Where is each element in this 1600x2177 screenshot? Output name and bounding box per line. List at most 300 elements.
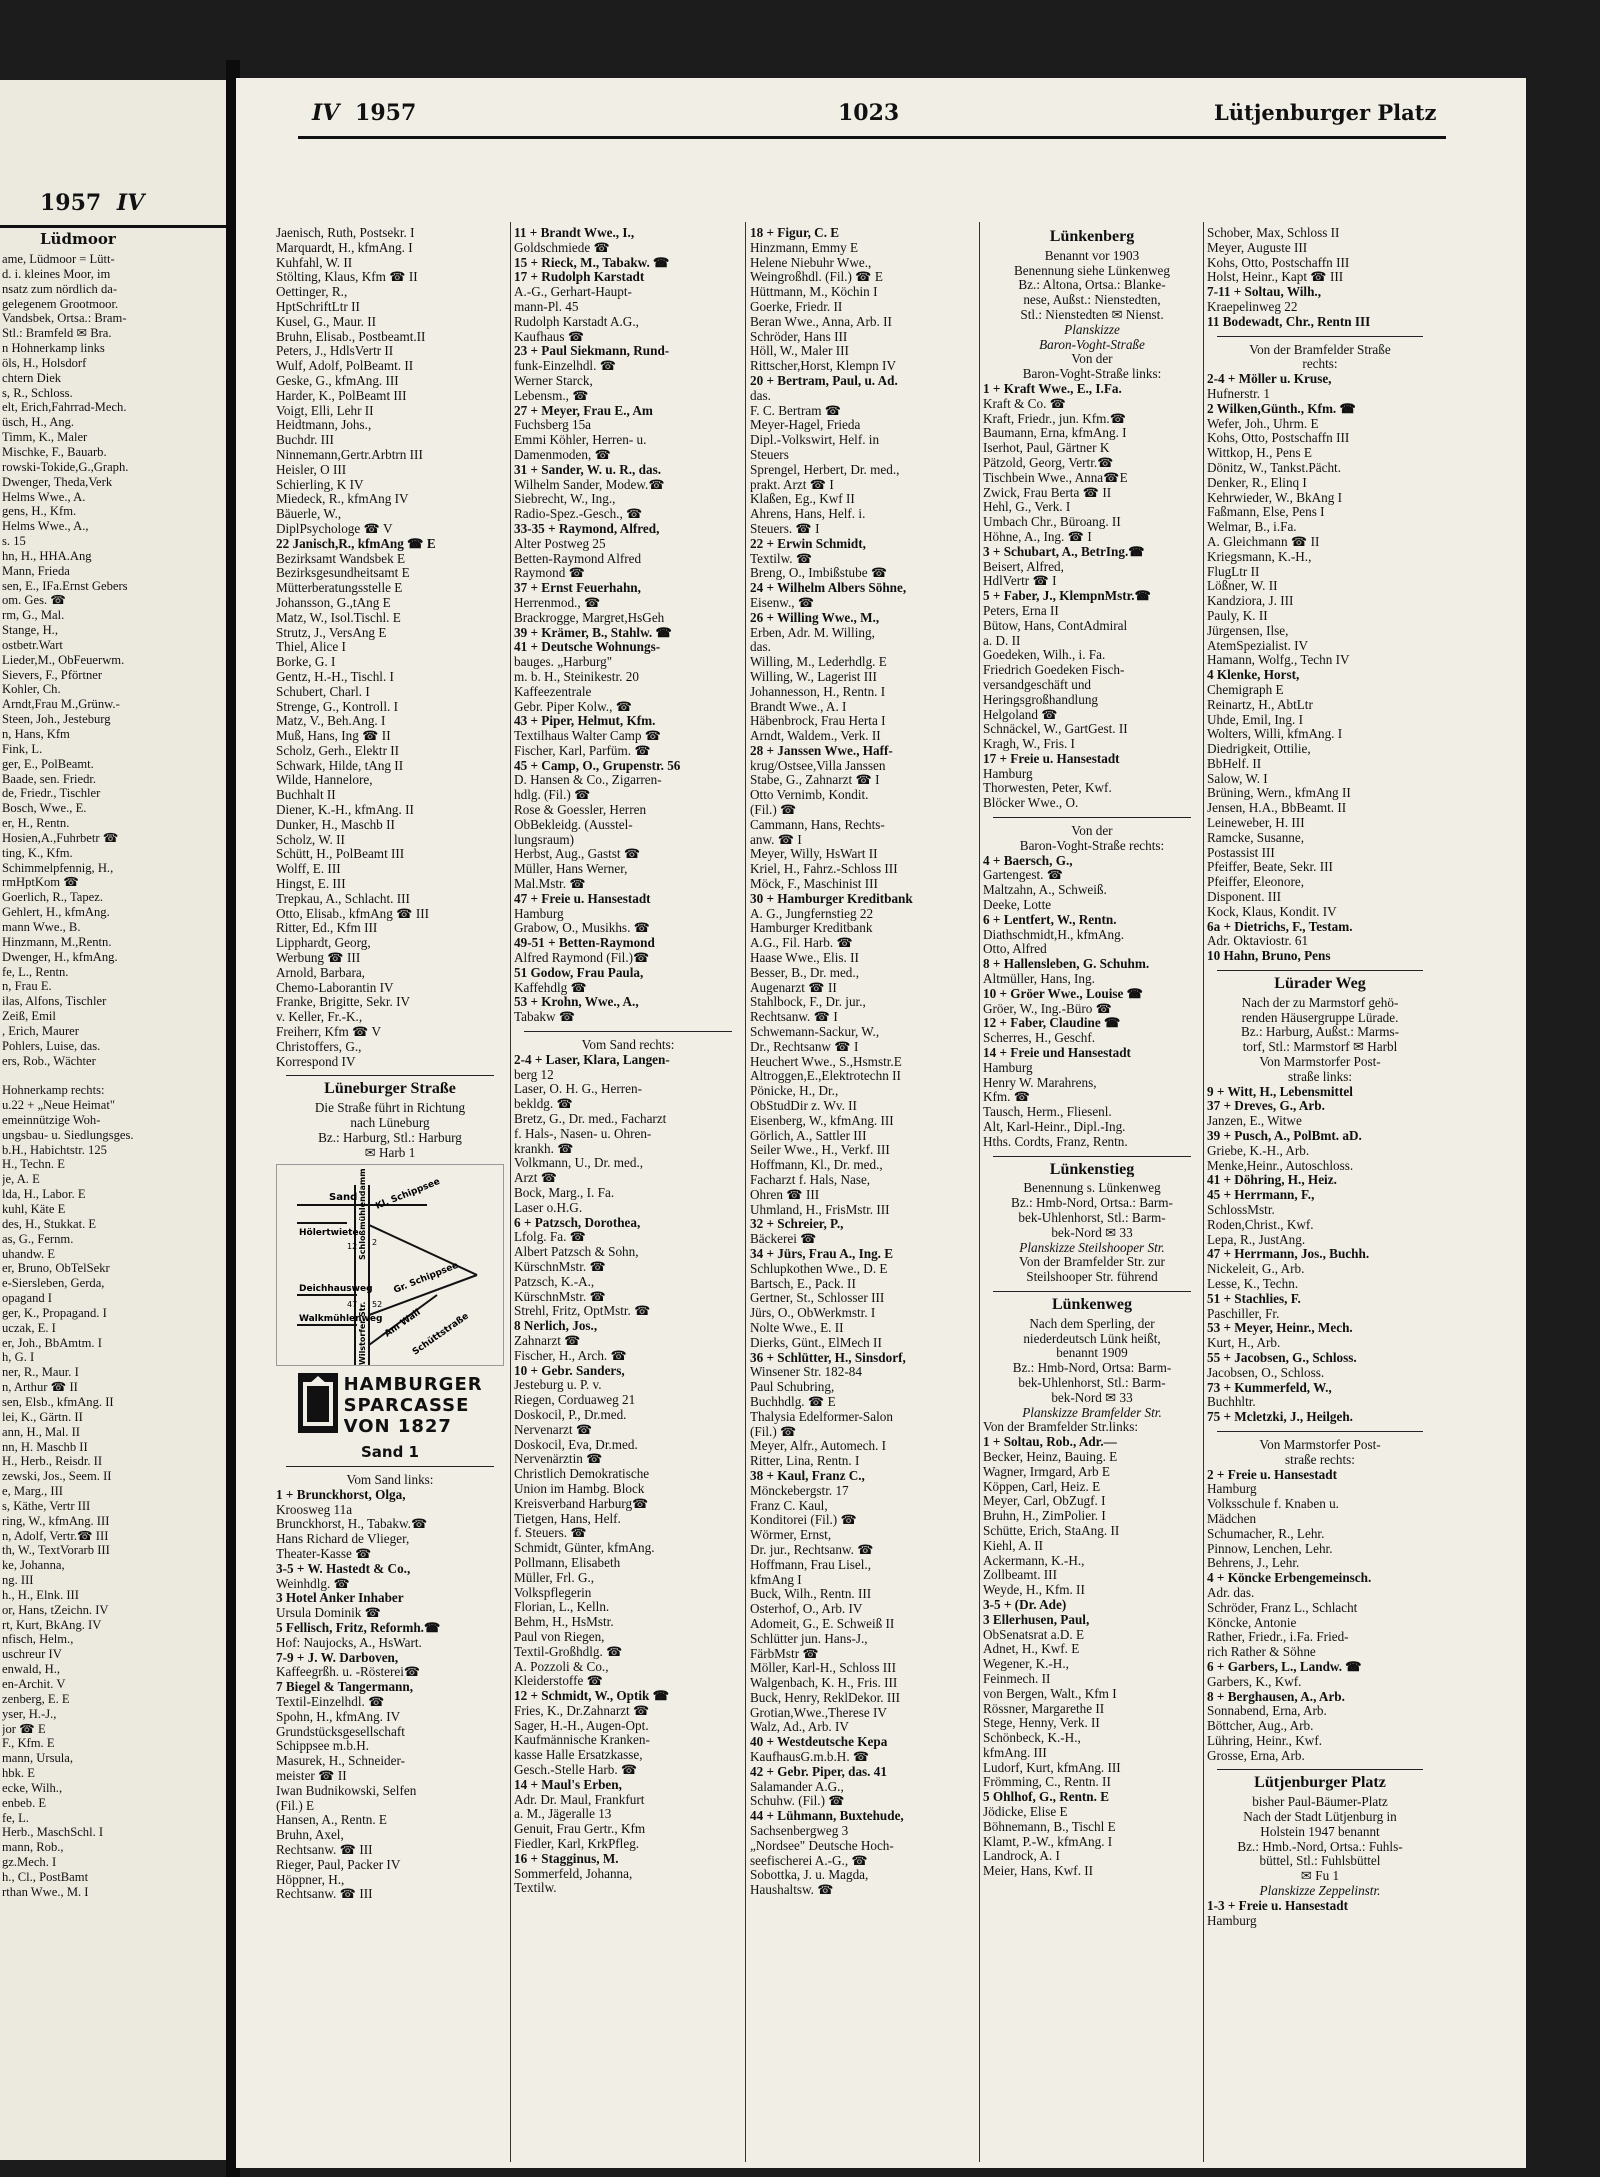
directory-entry: Johansson, G.,tAng E [276, 595, 391, 610]
directory-entry: 73 + Kummerfeld, W., [1207, 1380, 1332, 1395]
directory-entry: Behm, H., HsMstr. [514, 1615, 614, 1630]
directory-entry: Mönckebergstr. 17 [750, 1483, 849, 1498]
left-page-entry: Gehlert, H., kfmAng. [2, 905, 110, 920]
left-page-entry: lei, K., Gärtn. II [2, 1409, 83, 1424]
left-page-entry: zewski, Jos., Seem. II [2, 1469, 112, 1484]
directory-entry: Ohren ☎ III [750, 1187, 820, 1202]
directory-entry: Schierling, K IV [276, 477, 364, 492]
directory-entry: 4 + Baersch, G., [983, 853, 1073, 868]
directory-entry: Willing, M., Lederhdlg. E [750, 655, 887, 670]
street-description-line: Bz.: Altona, Ortsa.: Blanke- [1018, 278, 1166, 293]
left-page-entry: yser, H.-J., [2, 1706, 57, 1721]
luenkenweg-left-heading: Von der Bramfelder Str.links: [983, 1420, 1139, 1435]
directory-entry: Textil-Einzelhdl. ☎ [276, 1694, 385, 1709]
directory-entry: A. G., Jungfernstieg 22 [750, 906, 874, 921]
street-description-line: niederdeutsch Lünk heißt, [1023, 1331, 1161, 1346]
directory-entry: Mädchen [1207, 1511, 1257, 1526]
directory-entry: Gertner, St., Schlosser III [750, 1291, 885, 1306]
left-page-year: 1957 [40, 190, 102, 216]
directory-entry: Helgoland ☎ [983, 707, 1058, 722]
column-divider [1203, 222, 1204, 2162]
left-page-entry: er, Joh., BbAmtm. I [2, 1335, 102, 1350]
left-page-entry: er, Bruno, ObTelSekr [2, 1261, 110, 1276]
directory-entry: 34 + Jürs, Frau A., Ing. E [750, 1246, 894, 1261]
directory-entry: Harder, K., PolBeamt III [276, 388, 407, 403]
left-page-entry: Hosien,A.,Fuhrbetr ☎ [2, 830, 119, 845]
left-page-entry: ng. III [2, 1573, 34, 1588]
directory-entry: Klaßen, Eg., Kwf II [750, 492, 855, 507]
left-page-entry: F., Kfm. E [2, 1736, 55, 1751]
left-page-entry: Herb., MaschSchl. I [2, 1825, 104, 1840]
luenkenweg-right-entries [1207, 372, 1433, 964]
directory-entry: Miedeck, R., kfmAng IV [276, 492, 409, 507]
directory-entry: Lepa, R., JustAng. [1207, 1232, 1306, 1247]
directory-entry: Ninnemann,Gertr.Arbtrn III [276, 447, 423, 462]
directory-entry: Thiel, Alice I [276, 640, 346, 655]
left-page-header [40, 190, 144, 216]
directory-entry: Adr. Oktaviostr. 61 [1207, 934, 1309, 949]
page-header-street: Lütjenburger Platz [1214, 100, 1437, 125]
directory-entry: Eisenberg, W., kfmAng. III [750, 1113, 894, 1128]
directory-entry: Kaffeezentrale [514, 684, 592, 699]
directory-entry: Kraft & Co. ☎ [983, 396, 1067, 411]
street-description-line: Bz.: Hmb-Nord, Ortsa.: Barm- [1011, 1196, 1173, 1211]
directory-entry: 7-9 + J. W. Darboven, [276, 1650, 399, 1665]
column-5 [1207, 226, 1433, 2166]
street-title-luetjenburger-platz: Lütjenburger Platz [1254, 1776, 1386, 1792]
directory-entry: Pinnow, Lenchen, Lehr. [1207, 1541, 1333, 1556]
left-page-entry: nsatz zum nördlich da- [2, 281, 118, 296]
directory-entry: Adr. das. [1207, 1585, 1255, 1600]
directory-entry: KürschnMstr. ☎ [514, 1259, 606, 1274]
directory-entry: Florian, L., Kelln. [514, 1600, 610, 1615]
directory-entry: 47 + Herrmann, Jos., Buchh. [1207, 1247, 1370, 1262]
directory-entry: Betten-Raymond Alfred [514, 551, 642, 566]
directory-entry: F. C. Bertram ☎ [750, 403, 842, 418]
directory-entry: Kandziora, J. III [1207, 594, 1294, 609]
directory-entry: Weyde, H., Kfm. II [983, 1583, 1085, 1598]
directory-entry: 47 + Freie u. Hansestadt [514, 891, 651, 906]
sparcasse-logo-icon [297, 1372, 339, 1439]
directory-entry: Lipphardt, Georg, [276, 936, 371, 951]
section-heading-line: Von der Bramfelder Straße [1249, 342, 1391, 357]
directory-entry: Schönbeck, K.-H., [983, 1731, 1081, 1746]
street-description-line: nese, Außst.: Nienstedten, [1023, 293, 1161, 308]
section-divider [993, 1156, 1191, 1157]
luenkenstieg-sketch: Planskizze Steilshooper Str. [1019, 1240, 1165, 1255]
directory-entry: Bezirksgesundheitsamt E [276, 566, 410, 581]
street-title-luenkenstieg: Lünkenstieg [1049, 1162, 1135, 1178]
directory-entry: Otto Vernimb, Kondit. [750, 788, 869, 803]
directory-entry: Tietgen, Hans, Helf. [514, 1511, 621, 1526]
directory-entry: Roden,Christ., Kwf. [1207, 1217, 1314, 1232]
directory-entry: Sager, H.-H., Augen-Opt. [514, 1718, 649, 1733]
directory-entry: Patzsch, K.-A., [514, 1274, 595, 1289]
directory-entry: Matz, W., Isol.Tischl. E [276, 610, 401, 625]
luenkenweg-right-heading [1207, 343, 1433, 373]
directory-entry: Alt, Karl-Heinr., Dipl.-Ing. [983, 1120, 1126, 1135]
left-page-entry: Stl.: Bramfeld ✉ Bra. [2, 326, 112, 341]
left-page-entry: ger, K., Propagand. I [2, 1305, 107, 1320]
directory-entry: 6 + Patzsch, Dorothea, [514, 1215, 641, 1230]
directory-entry: Kohs, Otto, Postschaffn III [1207, 255, 1350, 270]
map-label-schuettstrasse: Schüttstraße [410, 1311, 471, 1358]
directory-entry: Grotian,Wwe.,Therese IV [750, 1705, 887, 1720]
left-page-entry: rowski-Tokide,G.,Graph. [2, 459, 129, 474]
left-page-entry: gens, H., Kfm. [2, 504, 77, 519]
directory-entry: Buchdr. III [276, 433, 334, 448]
directory-entry: DiplPsychologe ☎ V [276, 521, 393, 536]
directory-entry: 7 Biegel & Tangermann, [276, 1680, 414, 1695]
directory-entry: Schütte, Erich, StaAng. II [983, 1523, 1120, 1538]
directory-entry: Schmidt, Günter, kfmAng. [514, 1541, 655, 1556]
left-page-entry: n, Frau E. [2, 979, 52, 994]
directory-entry: 22 Janisch,R., kfmAng ☎ E [276, 536, 436, 551]
directory-entry: Henry W. Marahrens, [983, 1075, 1097, 1090]
directory-entry: A.G., Fil. Harb. ☎ [750, 936, 853, 951]
left-page-entry: mann, Rob., [2, 1840, 64, 1855]
directory-entry: Arnold, Barbara, [276, 965, 365, 980]
directory-entry: Schubert, Charl. I [276, 684, 370, 699]
directory-entry: Hoffmann, Kl., Dr. med., [750, 1158, 883, 1173]
directory-entry: Böttcher, Aug., Arb. [1207, 1719, 1314, 1734]
directory-entry: 11 + Brandt Wwe., I., [514, 226, 635, 240]
directory-entry: 42 + Gebr. Piper, das. 41 [750, 1764, 887, 1779]
left-page-entry: Stange, H., [2, 623, 58, 638]
directory-entry: ObStudDir z. Wv. II [750, 1099, 857, 1114]
directory-entry: KaufhausG.m.b.H. ☎ [750, 1750, 870, 1765]
directory-entry: 38 + Kaul, Franz C., [750, 1468, 865, 1483]
directory-entry: Pfeiffer, Beate, Sekr. III [1207, 860, 1333, 875]
directory-entry: 2 + Freie u. Hansestadt [1207, 1467, 1337, 1482]
directory-entry: Christlich Demokratische [514, 1467, 650, 1482]
directory-entry: Union im Hambg. Block [514, 1481, 645, 1496]
directory-entry: 28 + Janssen Wwe., Haff- [750, 743, 893, 758]
directory-entry: Diedrigkeit, Ottilie, [1207, 742, 1311, 757]
directory-entry: Nickeleit, G., Arb. [1207, 1262, 1305, 1277]
ad-address: Sand 1 [360, 1445, 419, 1460]
directory-entry: Grosse, Erna, Arb. [1207, 1748, 1305, 1763]
directory-entry: Riegen, Corduaweg 21 [514, 1393, 636, 1408]
directory-entry: Müller, Hans Werner, [514, 862, 628, 877]
directory-entry: Eisenw., ☎ [750, 595, 815, 610]
luenkenberg-description [983, 249, 1201, 323]
directory-entry: AtemSpezialist. IV [1207, 638, 1309, 653]
luerader-right-entries [1207, 1468, 1433, 1764]
directory-entry: 10 Hahn, Bruno, Pens [1207, 949, 1331, 964]
directory-entry: Werbung ☎ III [276, 951, 361, 966]
directory-entry: Kehrwieder, W., BkAng I [1207, 490, 1342, 505]
directory-entry: Besser, B., Dr. med., [750, 965, 859, 980]
luenkenberg-right-entries [983, 854, 1201, 1150]
directory-entry: Weingroßhdl. (Fil.) ☎ E [750, 270, 883, 285]
directory-entry: 8 Nerlich, Jos., [514, 1319, 598, 1334]
directory-entry: Rittscher,Horst, Klempn IV [750, 359, 896, 374]
street-description-line: Von der Bramfelder Str. zur [1019, 1255, 1165, 1270]
directory-entry: Meyer, Auguste III [1207, 240, 1308, 255]
directory-entry: a. M., Jägeralle 13 [514, 1807, 612, 1822]
plan-sketch-line: Planskizze [1064, 322, 1120, 337]
directory-entry: Osterhof, O., Arb. IV [750, 1602, 863, 1617]
left-page-entry: n, Arthur ☎ II [2, 1380, 78, 1395]
left-page-entry: ring, W., kfmAng. III [2, 1513, 110, 1528]
directory-entry: Jensen, H.A., BbBeamt. II [1207, 801, 1347, 816]
directory-entry: Herbst, Aug., Gastst ☎ [514, 847, 641, 862]
section-divider [286, 1466, 494, 1467]
left-page-entry: ger, E., PolBeamt. [2, 756, 94, 771]
directory-entry: Doskocil, Eva, Dr.med. [514, 1437, 638, 1452]
directory-entry: Buchhdlg. ☎ E [750, 1394, 836, 1409]
map-label-kl-schippsee: Kl. Schippsee [374, 1177, 442, 1213]
directory-entry: Faßmann, Else, Pens I [1207, 505, 1325, 520]
directory-entry: Schröder, Hans III [750, 329, 848, 344]
directory-entry: Hingst, E. III [276, 877, 346, 892]
left-page-entry: s. 15 [2, 534, 26, 549]
left-page-entry: Helms Wwe., A., [2, 519, 89, 534]
directory-entry: Otto, Elisab., kfmAng ☎ III [276, 906, 430, 921]
left-page-entry: n, Adolf, Vertr.☎ III [2, 1528, 109, 1543]
directory-entry: Chemigraph E [1207, 682, 1284, 697]
directory-entry: Frömming, C., Rentn. II [983, 1775, 1111, 1790]
directory-entry: Postassist III [1207, 845, 1275, 860]
directory-entry: Schlütter jun. Hans-J., [750, 1631, 868, 1646]
directory-entry: Köncke, Antonie [1207, 1615, 1297, 1630]
street-title-lueneburger: Lüneburger Straße [324, 1082, 456, 1098]
left-page-entry: uczak, E. I [2, 1320, 56, 1335]
left-page-entry: Baade, sen. Friedr. [2, 771, 97, 786]
directory-entry: Kroosweg 11a [276, 1502, 353, 1517]
directory-entry: Heringsgroßhandlung [983, 692, 1099, 707]
directory-entry: Rechtsanw. ☎ I [750, 1010, 838, 1025]
directory-entry: versandgeschäft und [983, 677, 1092, 692]
directory-entry: Meyer, Carl, ObZugf. I [983, 1494, 1106, 1509]
street-title-luerader-weg: Lürader Weg [1274, 977, 1366, 992]
directory-entry: Stahlbock, F., Dr. jur., [750, 995, 866, 1010]
left-page-entry: ame, Lüdmoor = Lütt- [2, 252, 115, 266]
directory-entry: Hinzmann, Emmy E [750, 240, 859, 255]
left-page-entry: fe, L. [2, 1810, 29, 1825]
directory-entry: Pätzold, Georg, Vertr.☎ [983, 455, 1114, 470]
directory-entry: Textil-Großhdlg. ☎ [514, 1644, 623, 1659]
left-page-entry: Hinzmann, M.,Rentn. [2, 934, 112, 949]
street-description-line: Holstein 1947 benannt [1260, 1824, 1380, 1839]
directory-entry: Stabe, G., Zahnarzt ☎ I [750, 773, 880, 788]
directory-entry: Kurt, H., Arb. [1207, 1336, 1281, 1351]
left-page-entry: Goerlich, R., Tapez. [2, 890, 104, 905]
left-page-entry: jor ☎ E [2, 1721, 46, 1736]
left-page-entry: Dwenger, Theda,Verk [2, 474, 113, 489]
left-page-entry: e, Marg., III [2, 1484, 63, 1499]
section-divider [1217, 336, 1423, 337]
luenkenweg-continued-entries [1207, 226, 1433, 330]
directory-entry: Buck, Wilh., Rentn. III [750, 1587, 872, 1602]
directory-entry: 18 + Figur, C. E [750, 226, 840, 240]
directory-entry: 36 + Schlütter, H., Sinsdorf, [750, 1350, 906, 1365]
directory-entry: ObBekleidg. (Ausstel- [514, 817, 633, 832]
directory-entry: Weinhdlg. ☎ [276, 1576, 350, 1591]
directory-entry: Gentz, H.-H., Tischl. I [276, 669, 394, 684]
directory-entry: Matz, V., Beh.Ang. I [276, 714, 386, 729]
directory-entry: Zwick, Frau Berta ☎ II [983, 485, 1112, 500]
map-label-hoelertwiete: Hölertwiete [299, 1228, 359, 1239]
left-page-entry: H., Techn. E [2, 1157, 65, 1172]
directory-entry: Laser, O. H. G., Herren- [514, 1082, 642, 1097]
directory-entry: Sommerfeld, Johanna, [514, 1866, 633, 1881]
directory-entry: Bruhn, H., ZimPolier. I [983, 1509, 1106, 1524]
directory-entry: Fiedler, Karl, KrkPfleg. [514, 1837, 640, 1852]
directory-entry: 55 + Jacobsen, G., Schloss. [1207, 1350, 1357, 1365]
street-description-line: Bz.: Harburg, Stl.: Harburg [318, 1130, 462, 1145]
directory-entry: Kriel, H., Fahrz.-Schloss III [750, 862, 898, 877]
directory-entry: A. Pozzoli & Co., [514, 1659, 609, 1674]
street-title-luenkenberg: Lünkenberg [1049, 230, 1135, 245]
directory-entry: Ursula Dominik ☎ [276, 1606, 382, 1621]
directory-entry: Schuhw. (Fil.) ☎ [750, 1794, 845, 1809]
left-page-entry: Fink, L. [2, 741, 43, 756]
directory-entry: Bartsch, E., Pack. II [750, 1276, 856, 1291]
left-page-entry: Dwenger, H., kfmAng. [2, 949, 118, 964]
directory-entry: Denker, R., Elinq I [1207, 475, 1307, 490]
luenkenberg-left-heading [983, 352, 1201, 382]
directory-entry: 3 Hotel Anker Inhaber [276, 1591, 404, 1606]
directory-entry: 5 Ohlhof, G., Rentn. E [983, 1790, 1110, 1805]
directory-entry: Kock, Klaus, Kondit. IV [1207, 904, 1337, 919]
left-page-entry: je, A. E [2, 1172, 40, 1187]
directory-entry: Brackrogge, Margret,HsGeh [514, 610, 665, 625]
directory-entry: 11 Bodewadt, Chr., Rentn III [1207, 314, 1371, 329]
directory-entry: funk-Einzelhdl. ☎ [514, 359, 617, 374]
directory-entry: Uhmland, H., FrisMstr. III [750, 1202, 890, 1217]
directory-entry: Herrenmod., ☎ [514, 595, 601, 610]
directory-entry: Dönitz, W., Tankst.Pächt. [1207, 460, 1341, 475]
map-label-deichhausweg: Deichhausweg [299, 1284, 373, 1295]
directory-entry: meister ☎ II [276, 1768, 347, 1783]
directory-entry: Brandt Wwe., A. I [750, 699, 847, 714]
header-volume: IV [312, 100, 340, 126]
plan-sketch-line: Baron-Voght-Straße [1039, 337, 1145, 352]
map-label-schlossmuehlendamm: Schloßmühlendamm [358, 1168, 367, 1261]
directory-entry: kfmAng I [750, 1572, 802, 1587]
directory-entry: Franke, Brigitte, Sekr. IV [276, 995, 411, 1010]
directory-entry: Meyer-Hagel, Frieda [750, 418, 861, 433]
directory-entry: Goldschmiede ☎ [514, 240, 610, 255]
column-1-entries [276, 226, 504, 1069]
directory-entry: 5 Fellisch, Fritz, Reformh.☎ [276, 1620, 441, 1635]
directory-entry: Nervenarzt ☎ [514, 1422, 593, 1437]
directory-entry: Gröer, W., Ing.-Büro ☎ [983, 1001, 1113, 1016]
section-divider [993, 1291, 1191, 1292]
street-description-line: ✉ Fu 1 [1300, 1869, 1340, 1884]
directory-entry: Textilw. ☎ [750, 551, 813, 566]
directory-entry: Rudolph Karstadt A.G., [514, 314, 639, 329]
left-page-entry: Pohlers, Luise, das. [2, 1038, 101, 1053]
left-page-entry: h., H., Elnk. III [2, 1587, 79, 1602]
directory-entry: Menke,Heinr., Autoschloss. [1207, 1158, 1354, 1173]
directory-entry: 9 + Witt, H., Lebensmittel [1207, 1084, 1353, 1099]
directory-entry: Volkmann, U., Dr. med., [514, 1156, 644, 1171]
column-divider [979, 222, 980, 2162]
sparcasse-advertisement [286, 1372, 494, 1460]
directory-entry: 40 + Westdeutsche Kepa [750, 1735, 888, 1750]
left-page-entry: er, H., Rentn. [2, 816, 70, 831]
ad-line-1: HAMBURGER [343, 1374, 483, 1396]
directory-entry: Beran Wwe., Anna, Arb. II [750, 314, 892, 329]
directory-entry: Rechtsanw. ☎ III [276, 1842, 373, 1857]
directory-entry: Scholz, Gerh., Elektr II [276, 743, 400, 758]
directory-entry: Ahrens, Hans, Helf. i. [750, 507, 866, 522]
directory-entry: Strenge, G., Kontroll. I [276, 699, 398, 714]
directory-entry: Seiler Wwe., H., Verkf. III [750, 1143, 890, 1158]
directory-entry: Sonnabend, Erna, Arb. [1207, 1704, 1327, 1719]
section-heading-line: Von Marmstorfer Post- [1259, 1055, 1381, 1070]
left-page-entry: chtern Diek [2, 370, 62, 385]
directory-entry: Strutz, J., VersAng E [276, 625, 387, 640]
directory-entry: 30 + Hamburger Kreditbank [750, 891, 913, 906]
section-heading-line: straße links: [1287, 1069, 1353, 1084]
directory-entry: 51 + Stachlies, F. [1207, 1291, 1301, 1306]
directory-entry: bekldg. ☎ [514, 1097, 573, 1112]
directory-entry: 2 Wilken,Günth., Kfm. ☎ [1207, 401, 1356, 416]
directory-entry: Reinartz, H., AbtLtr [1207, 697, 1313, 712]
directory-entry: Dr., Rechtsanw ☎ I [750, 1039, 859, 1054]
directory-entry: Haushaltsw. ☎ [750, 1883, 834, 1898]
directory-entry: Meyer, Willy, HsWart II [750, 847, 878, 862]
directory-entry: 49-51 + Betten-Raymond [514, 936, 655, 951]
left-page-entry: enwald, H., [2, 1662, 61, 1677]
left-page-entry: Schimmelpfennig, H., [2, 860, 114, 875]
directory-entry: Köppen, Carl, Heiz. E [983, 1479, 1101, 1494]
directory-entry: Maltzahn, A., Schweiß. [983, 883, 1107, 898]
directory-entry: 3-5 + (Dr. Ade) [983, 1597, 1067, 1612]
luenkenstieg-description [983, 1181, 1201, 1240]
luerader-left-heading [1207, 1055, 1433, 1085]
left-page-entry: Sievers, F., Pförtner [2, 667, 103, 682]
directory-entry: Wefer, Joh., Uhrm. E [1207, 416, 1319, 431]
directory-entry: Hamburg [1207, 1913, 1257, 1928]
directory-entry: Altroggen,E.,Elektrotechn II [750, 1069, 901, 1084]
directory-entry: Mütterberatungsstelle E [276, 581, 403, 596]
directory-entry: Bäuerle, W., [276, 507, 342, 522]
directory-entry: Landrock, A. I [983, 1849, 1060, 1864]
directory-entry: Grabow, O., Musikhs. ☎ [514, 921, 651, 936]
directory-entry: kasse Halle Ersatzkasse, [514, 1748, 643, 1763]
left-page-entry: gelegenem Grootmoor. [2, 296, 119, 311]
street-description-line: Nach der Stadt Lütjenburg in [1243, 1810, 1397, 1825]
directory-entry: Walgenbach, K. H., Fris. III [750, 1676, 898, 1691]
directory-entry: 17 + Freie u. Hansestadt [983, 751, 1120, 766]
left-page-entry: rm, G., Mal. [2, 608, 65, 623]
directory-entry: Oettinger, R., [276, 285, 348, 300]
directory-entry: Geske, G., kfmAng. III [276, 373, 399, 388]
directory-entry: Genuit, Frau Gertr., Kfm [514, 1822, 646, 1837]
directory-entry: Möck, F., Maschinist III [750, 877, 878, 892]
street-description-line: bek-Uhlenhorst, Stl.: Barm- [1018, 1211, 1166, 1225]
directory-entry: 7-11 + Soltau, Wilh., [1207, 285, 1322, 300]
directory-entry: Hamburg [983, 766, 1033, 781]
directory-entry: Paul Schubring, [750, 1380, 835, 1395]
directory-entry: Heidtmann, Johs., [276, 418, 372, 433]
directory-entry: Becker, Heinz, Bauing. E [983, 1449, 1118, 1464]
directory-entry: hdlg. (Fil.) ☎ [514, 788, 591, 803]
luenkenweg-description [983, 1317, 1201, 1406]
directory-entry: Jürgensen, Ilse, [1207, 623, 1289, 638]
directory-entry: Rather, Friedr., i.Fa. Fried- [1207, 1630, 1349, 1645]
directory-entry: Kuhfahl, W. II [276, 255, 353, 270]
directory-entry: Schumacher, R., Lehr. [1207, 1526, 1325, 1541]
left-page-entry: e-Siersleben, Gerda, [2, 1276, 105, 1291]
directory-entry: Winsener Str. 182-84 [750, 1365, 862, 1380]
column-2-entries [514, 226, 742, 1025]
